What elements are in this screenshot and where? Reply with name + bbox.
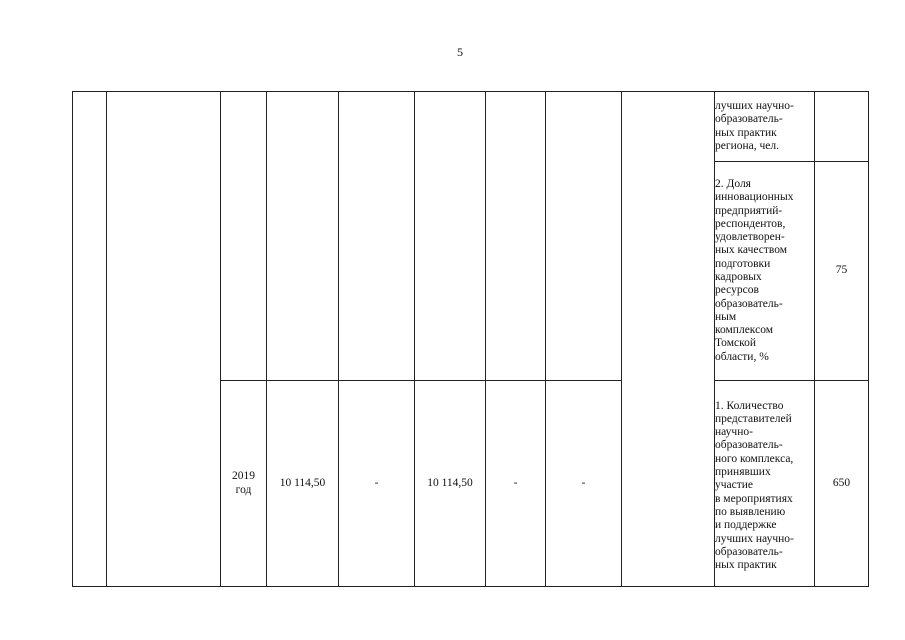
- regional-budget-cell: [415, 92, 486, 381]
- federal-budget-cell: [339, 92, 415, 381]
- indicator-name: лучших научно- образователь- ных практик региона, чел.: [715, 92, 815, 162]
- responsible-executor-cell: [622, 92, 715, 587]
- year-cell: [221, 92, 267, 381]
- indicator-name: 1. Количество представителей научно- образователь- ного комплекса, принявших участие в мероприятиях по выявлению и поддержке лучших научно- образователь- ных практик: [715, 381, 815, 587]
- table-row: [73, 92, 869, 162]
- other-sources-cell: [546, 92, 622, 381]
- federal-budget-cell: -: [339, 381, 415, 587]
- local-budget-cell: [486, 92, 546, 381]
- indicator-name: 2. Доля инновационных предприятий- респондентов, удовлетворен- ных качеством подготовки кадровых ресурсов образователь- ным комплексом Томской области, %: [715, 162, 815, 381]
- other-sources-cell: -: [546, 381, 622, 587]
- row-number-cell: [73, 92, 107, 587]
- regional-budget-cell: 10 114,50: [415, 381, 486, 587]
- indicator-value: 650: [815, 381, 869, 587]
- page-number: 5: [457, 45, 463, 59]
- total-cell: [267, 92, 339, 381]
- activity-name-cell: [107, 92, 221, 587]
- indicator-value: 75: [815, 162, 869, 381]
- budget-table: [72, 91, 869, 587]
- local-budget-cell: -: [486, 381, 546, 587]
- indicator-value: [815, 92, 869, 162]
- total-cell: 10 114,50: [267, 381, 339, 587]
- year-cell: 2019 год: [221, 381, 267, 587]
